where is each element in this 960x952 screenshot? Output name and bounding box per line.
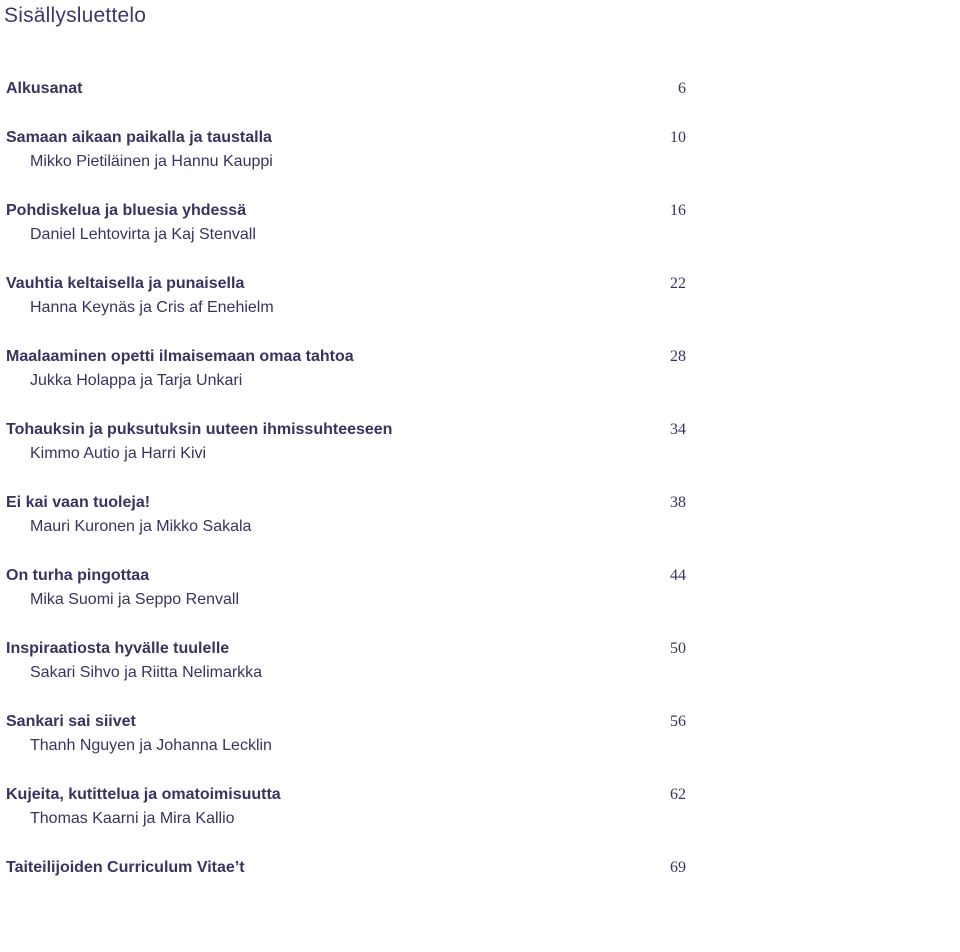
entry-page-number: 16 (670, 202, 686, 219)
entry-page-number: 62 (670, 786, 686, 803)
page-title: Sisällysluettelo (4, 4, 147, 27)
entry-title: Sankari sai siivet (6, 713, 136, 730)
entry-title: Kujeita, kutittelua ja omatoimisuutta (6, 786, 281, 803)
entry-page-number: 22 (670, 275, 686, 292)
entry-title: Taiteilijoiden Curriculum Vitae’t (6, 859, 245, 876)
entry-title: Inspiraatiosta hyvälle tuulelle (6, 640, 230, 657)
entry-authors: Mauri Kuronen ja Mikko Sakala (30, 518, 252, 535)
entry-page-number: 34 (670, 421, 686, 438)
entry-page-number: 56 (670, 713, 686, 730)
entry-page-number: 28 (670, 348, 686, 365)
entry-page-number: 69 (670, 859, 686, 876)
entry-title: Alkusanat (6, 80, 83, 97)
entry-page-number: 50 (670, 640, 686, 657)
entry-authors: Thomas Kaarni ja Mira Kallio (30, 810, 235, 827)
entry-title: On turha pingottaa (6, 567, 150, 584)
entry-page-number: 44 (670, 567, 686, 584)
entry-authors: Sakari Sihvo ja Riitta Nelimarkka (30, 664, 263, 681)
entry-authors: Kimmo Autio ja Harri Kivi (30, 445, 207, 462)
entry-authors: Mikko Pietiläinen ja Hannu Kauppi (30, 153, 273, 170)
entry-title: Samaan aikaan paikalla ja taustalla (6, 129, 272, 146)
entry-authors: Thanh Nguyen ja Johanna Lecklin (30, 737, 272, 754)
entry-authors: Hanna Keynäs ja Cris af Enehielm (30, 299, 274, 316)
entry-page-number: 10 (670, 129, 686, 146)
entry-authors: Mika Suomi ja Seppo Renvall (30, 591, 239, 608)
entry-title: Ei kai vaan tuoleja! (6, 494, 151, 511)
entry-authors: Jukka Holappa ja Tarja Unkari (30, 372, 243, 389)
entry-page-number: 6 (678, 80, 686, 97)
entry-title: Vauhtia keltaisella ja punaisella (6, 275, 245, 292)
entry-page-number: 38 (670, 494, 686, 511)
entry-title: Tohauksin ja puksutuksin uuteen ihmissuhteeseen (6, 421, 393, 438)
entry-title: Pohdiskelua ja bluesia yhdessä (6, 202, 247, 219)
entry-authors: Daniel Lehtovirta ja Kaj Stenvall (30, 226, 256, 243)
entry-title: Maalaaminen opetti ilmaisemaan omaa tahtoa (6, 348, 354, 365)
